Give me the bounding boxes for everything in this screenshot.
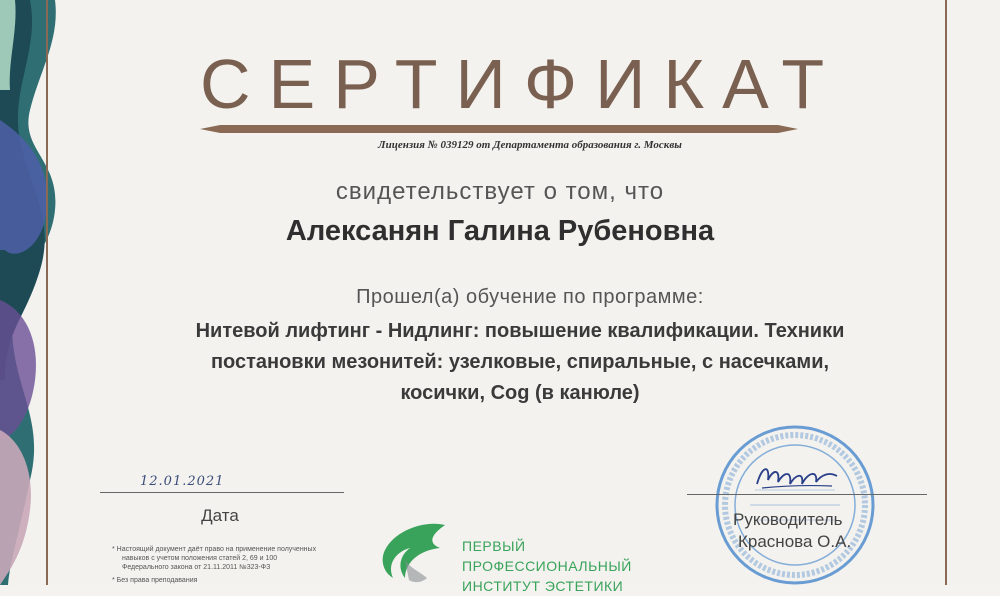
footnote-line: * Настоящий документ даёт право на применение полученных xyxy=(112,546,317,553)
certifies-text: свидетельствует о том, что xyxy=(335,178,665,205)
recipient-name: Алексанян Галина Рубеновна xyxy=(285,215,715,247)
date-line xyxy=(100,492,344,493)
program-title xyxy=(120,316,920,409)
certificate-title: СЕРТИФИКАТ xyxy=(200,45,843,123)
program-line: постановки мезонитей: узелковые, спиральные, с насечками, xyxy=(210,351,830,373)
date-label: Дата xyxy=(201,506,239,525)
footnote-line: Федерального закона от 21.11.2011 №323-ФЗ xyxy=(122,564,271,571)
left-border-line xyxy=(46,0,48,585)
signature-line xyxy=(687,494,927,495)
decorative-ribbon xyxy=(0,0,70,585)
date-value: 12.01.2021 xyxy=(140,474,225,489)
title-underline xyxy=(200,125,798,133)
official-stamp-icon xyxy=(710,420,880,590)
institute-name-line: ПРОФЕССИОНАЛЬНЫЙ xyxy=(462,558,632,574)
institute-logo-icon xyxy=(375,520,455,585)
program-line: Нитевой лифтинг - Нидлинг: повышение квалификации. Техники xyxy=(195,320,845,342)
institute-name-line: ПЕРВЫЙ xyxy=(462,538,526,554)
program-line: косички, Cog (в канюле) xyxy=(400,382,640,404)
footnote-line: * Без права преподавания xyxy=(112,577,198,584)
institute-name-line: ИНСТИТУТ ЭСТЕТИКИ xyxy=(462,578,624,594)
footnote-line: навыков с учетом положения статей 2, 69 и 100 xyxy=(122,555,278,562)
institute-name xyxy=(462,536,632,596)
signer-name: Краснова О.А. xyxy=(738,532,852,551)
signature-icon xyxy=(752,456,842,496)
right-border-line xyxy=(945,0,947,585)
completed-text: Прошел(а) обучение по программе: xyxy=(356,286,704,308)
license-text: Лицензия № 039129 от Департамента образования г. Москвы xyxy=(378,139,682,151)
footnote xyxy=(112,545,352,585)
signer-role: Руководитель xyxy=(733,510,843,529)
